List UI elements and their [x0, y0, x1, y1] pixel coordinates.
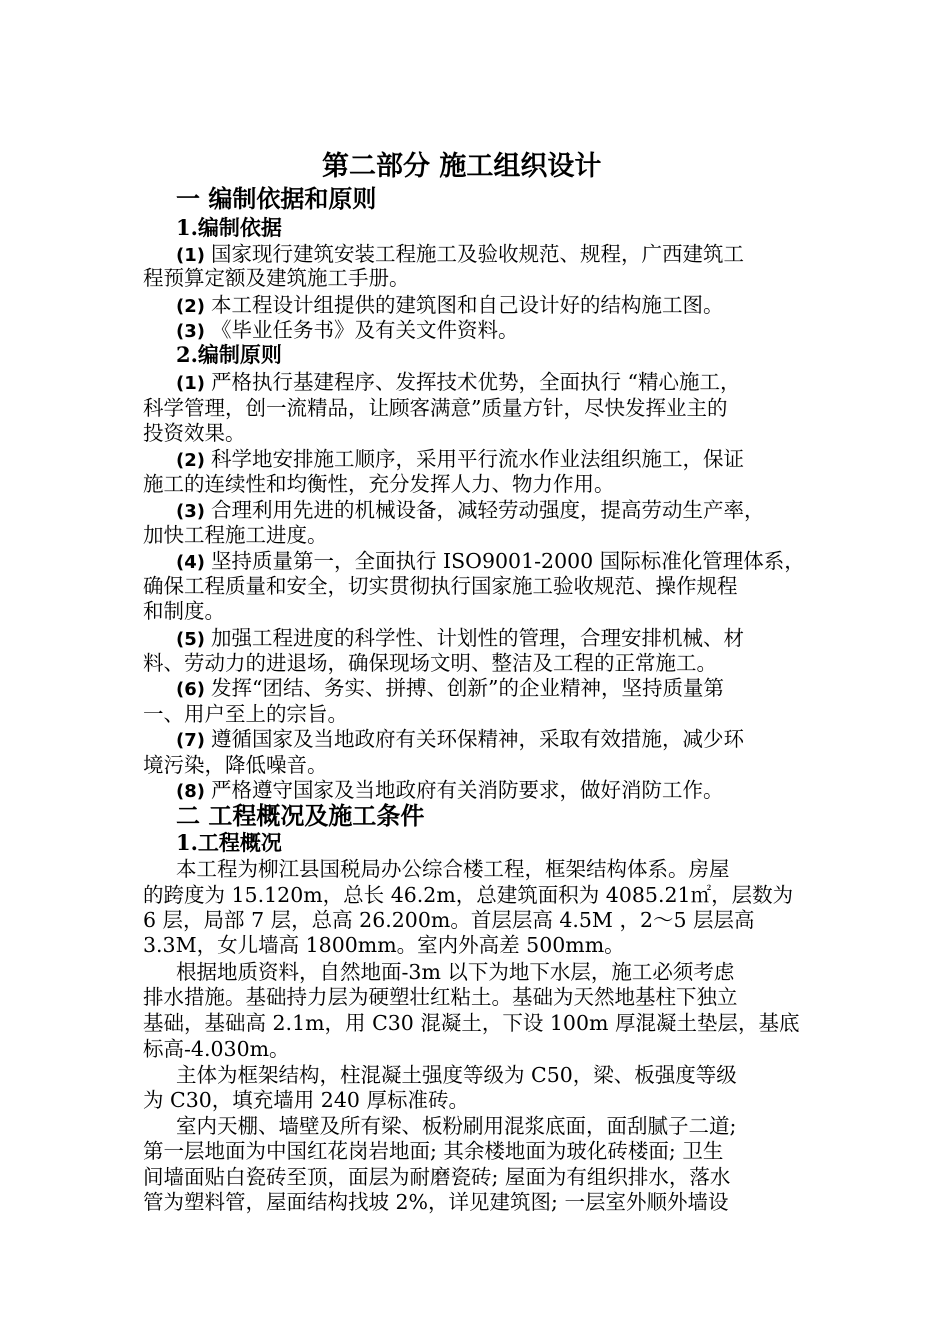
paragraph-line: (8) 严格遵守国家及当地政府有关消防要求，做好消防工作。 — [176, 778, 724, 802]
item-number: (1) — [176, 373, 205, 394]
item-number: (3) — [176, 501, 205, 522]
paragraph-line: 排水措施。基础持力层为硬塑壮红粘土。基础为天然地基柱下独立 — [143, 985, 738, 1009]
paragraph-line: 确保工程质量和安全，切实贯彻执行国家施工验收规范、操作规程 — [143, 574, 738, 598]
paragraph-line: 本工程为柳江县国税局办公综合楼工程，框架结构体系。房屋 — [176, 857, 730, 881]
paragraph-line: 室内天棚、墙壁及所有梁、板粉刷用混浆底面，面刮腻子二道; — [176, 1114, 737, 1138]
paragraph-line: 为 C30，填充墙用 240 厚标准砖。 — [143, 1088, 469, 1112]
paragraph-line: (3) 《毕业任务书》及有关文件资料。 — [176, 318, 519, 342]
item-number: (4) — [176, 552, 205, 573]
item-number: (8) — [176, 781, 205, 802]
paragraph-line: 的跨度为 15.120m，总长 46.2m，总建筑面积为 4085.21㎡，层数为 — [143, 883, 794, 907]
paragraph-line: 标高-4.030m。 — [143, 1037, 290, 1061]
paragraph-line: (1) 国家现行建筑安装工程施工及验收规范、规程，广西建筑工 — [176, 242, 744, 266]
paragraph-line: 根据地质资料，自然地面-3m 以下为地下水层，施工必须考虑 — [176, 960, 735, 984]
paragraph-line: 3.3M，女儿墙高 1800mm。室内外高差 500mm。 — [143, 933, 625, 957]
subsection-heading-1-2: 2.编制原则 — [176, 342, 282, 367]
paragraph-line: 基础，基础高 2.1m，用 C30 混凝土，下设 100m 厚混凝土垫层，基底 — [143, 1011, 800, 1035]
paragraph-line: (2) 科学地安排施工顺序，采用平行流水作业法组织施工，保证 — [176, 447, 744, 471]
paragraph-line: (1) 严格执行基建程序、发挥技术优势，全面执行 “精心施工， — [176, 370, 741, 394]
paragraph-line: 加快工程施工进度。 — [143, 523, 328, 547]
document-title: 第二部分 施工组织设计 — [322, 151, 602, 182]
paragraph-line: 和制度。 — [143, 599, 225, 623]
paragraph-line: 程预算定额及建筑施工手册。 — [143, 266, 410, 290]
item-number: (3) — [176, 321, 205, 342]
paragraph-line: 一、用户至上的宗旨。 — [143, 702, 348, 726]
subsection-heading-1-1: 1.编制依据 — [176, 215, 282, 240]
paragraph-line: 第一层地面为中国红花岗岩地面; 其余楼地面为玻化砖楼面; 卫生 — [143, 1139, 724, 1163]
section-heading-1: 一 编制依据和原则 — [176, 184, 377, 213]
paragraph-line: 主体为框架结构，柱混凝土强度等级为 C50，梁、板强度等级 — [176, 1063, 737, 1087]
paragraph-line: (3) 合理利用先进的机械设备，减轻劳动强度，提高劳动生产率， — [176, 498, 765, 522]
section-heading-2: 二 工程概况及施工条件 — [176, 801, 425, 830]
paragraph-line: (2) 本工程设计组提供的建筑图和自己设计好的结构施工图。 — [176, 293, 724, 317]
paragraph-line: (4) 坚持质量第一，全面执行 ISO9001-2000 国际标准化管理体系， — [176, 549, 805, 573]
paragraph-line: 科学管理，创一流精品，让顾客满意”质量方针，尽快发挥业主的 — [143, 396, 728, 420]
paragraph-line: 6 层，局部 7 层，总高 26.200m。首层层高 4.5M ，2～5 层层高 — [143, 908, 755, 932]
item-number: (5) — [176, 629, 205, 650]
paragraph-line: 境污染，降低噪音。 — [143, 753, 328, 777]
paragraph-line: 施工的连续性和均衡性，充分发挥人力、物力作用。 — [143, 472, 615, 496]
item-number: (7) — [176, 730, 205, 751]
item-number: (6) — [176, 679, 205, 700]
paragraph-line: (5) 加强工程进度的科学性、计划性的管理，合理安排机械、材 — [176, 626, 744, 650]
paragraph-line: 投资效果。 — [143, 421, 246, 445]
paragraph-line: 管为塑料管，屋面结构找坡 2%，详见建筑图; 一层室外顺外墙设 — [143, 1190, 729, 1214]
paragraph-line: 料、劳动力的进退场，确保现场文明、整洁及工程的正常施工。 — [143, 651, 717, 675]
subsection-heading-2-1: 1.工程概况 — [176, 830, 282, 855]
item-number: (1) — [176, 245, 205, 266]
paragraph-line: 间墙面贴白瓷砖至顶，面层为耐磨瓷砖; 屋面为有组织排水，落水 — [143, 1165, 731, 1189]
paragraph-line: (6) 发挥“团结、务实、拼搏、创新”的企业精神，坚持质量第 — [176, 676, 724, 700]
paragraph-line: (7) 遵循国家及当地政府有关环保精神，采取有效措施，减少环 — [176, 727, 744, 751]
item-number: (2) — [176, 450, 205, 471]
item-number: (2) — [176, 296, 205, 317]
